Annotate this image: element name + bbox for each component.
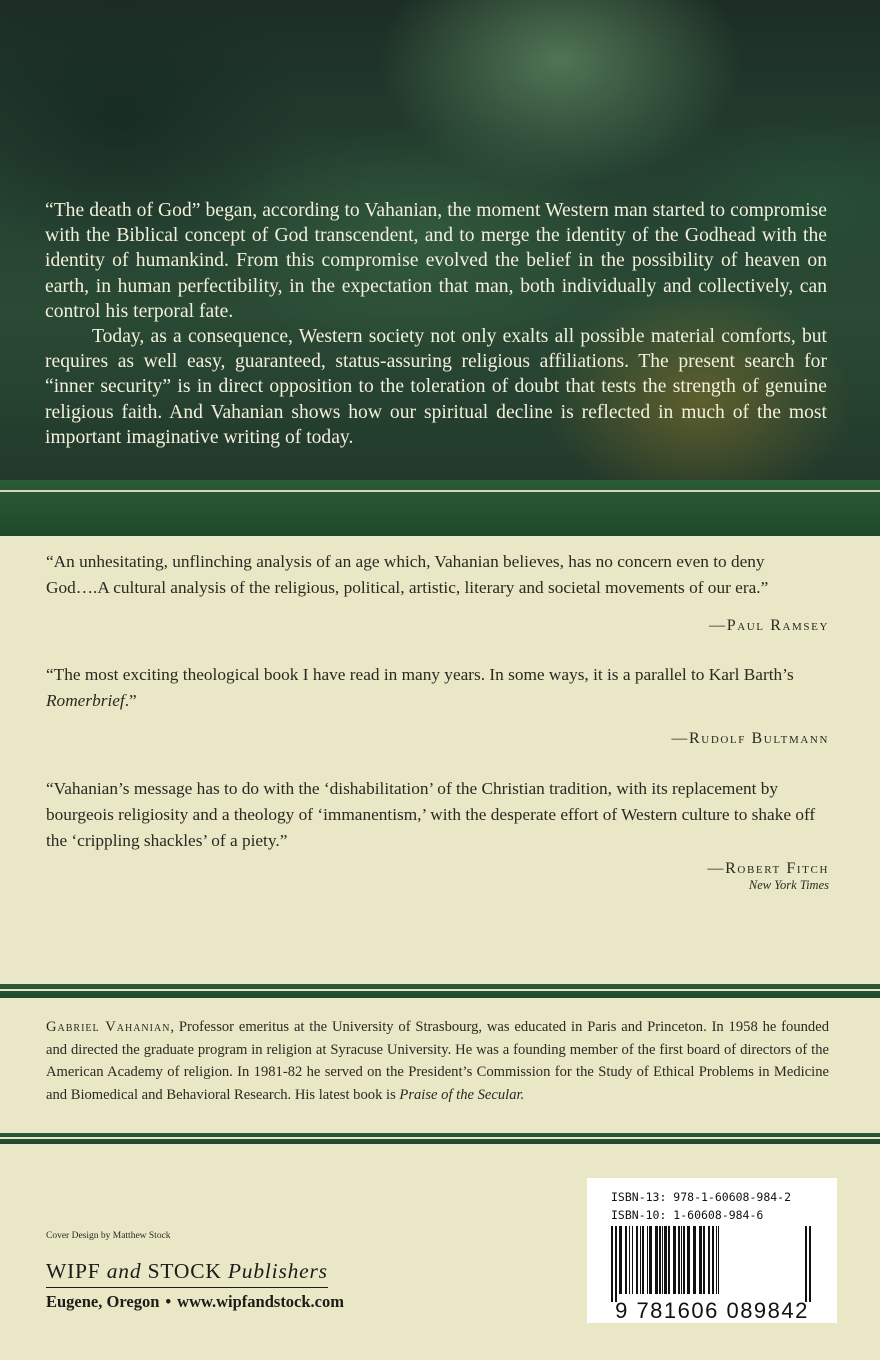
barcode-bar [619, 1226, 622, 1294]
endorsement-quote [46, 662, 829, 714]
textured-green-panel [0, 0, 880, 480]
book-title-romerbrief: Romerbrief [46, 691, 125, 710]
quote-text: “The most exciting theological book I have read in many years. In some ways, it is a parallel to Karl Barth’s [46, 665, 794, 684]
attribution-dash: — [671, 730, 689, 747]
barcode-bar [615, 1226, 617, 1302]
endorsement-attribution [46, 730, 829, 748]
attribution-dash: — [709, 617, 727, 634]
barcode-digits: 9 781606 089842 [615, 1298, 809, 1323]
barcode-bar [649, 1226, 652, 1294]
publisher-location [46, 1292, 344, 1312]
description-paragraph-2: Today, as a consequence, Western society not only exalts all possible material comforts, but requires as well easy, guaranteed, status-assuring religious affiliations. The present search for “inner security” is in direct opposition to the toleration of doubt that tests the strength of genuine religious faith. And Vahanian shows how our spiritual decline is reflected in much of the most important imaginative writing of today. [45, 326, 827, 448]
cover-design-credit: Cover Design by Matthew Stock [46, 1231, 171, 1241]
author-name: Gabriel Vahanian [46, 1019, 171, 1035]
barcode-bars [605, 1226, 819, 1302]
barcode-bar [611, 1226, 613, 1302]
barcode-bar [703, 1226, 705, 1294]
barcode-bar [625, 1226, 627, 1294]
barcode-bar [687, 1226, 690, 1294]
separator-bullet: • [165, 1292, 172, 1311]
attribution-dash: — [707, 860, 726, 877]
barcode-bar [712, 1226, 714, 1294]
barcode-bar [681, 1226, 682, 1294]
barcode-bar [678, 1226, 680, 1294]
publisher-name-part: WIPF [46, 1259, 107, 1283]
author-bio-text: , Professor emeritus at the University of Strasbourg, was educated in Paris and Princeton. In 1958 he founded and directed the graduate program in religion at Syracuse University. He was a founding member of the first board of directors of the American Academy of religion. In 1981-82 he served on the President’s Commission for the Study of Ethical Problems in Medicine and Biomedical and Behavioral Research. His latest book is [46, 1019, 829, 1103]
endorsement-source: New York Times [748, 878, 829, 892]
publisher-name [46, 1259, 328, 1288]
barcode-bar [699, 1226, 702, 1294]
green-divider-band [0, 984, 880, 998]
barcode-bar [655, 1226, 658, 1294]
endorsement-author: Rudolf Bultmann [689, 730, 829, 747]
barcode-bar [716, 1226, 717, 1294]
barcode-bar [642, 1226, 644, 1294]
endorsement-quote: “An unhesitating, unflinching analysis of an age which, Vahanian believes, has no concern even to deny God….A cultural analysis of the religious, political, artistic, literary and societal movements of our era.” [46, 552, 769, 597]
isbn-10: ISBN-10: 1-60608-984-6 [611, 1208, 764, 1222]
barcode-bar [632, 1226, 633, 1294]
barcode-bar [708, 1226, 710, 1294]
barcode-bar [647, 1226, 648, 1294]
author-bio [46, 1016, 829, 1106]
endorsement-attribution [46, 860, 829, 878]
barcode-bar [629, 1226, 630, 1294]
isbn-13: ISBN-13: 978-1-60608-984-2 [611, 1190, 792, 1204]
isbn-barcode [587, 1178, 837, 1323]
barcode-bar [683, 1226, 685, 1294]
publisher-website: www.wipfandstock.com [177, 1292, 345, 1311]
publisher-name-italic: and [106, 1259, 142, 1283]
endorsement-attribution [46, 617, 829, 635]
barcode-bar [673, 1226, 676, 1294]
barcode-bar [805, 1226, 807, 1302]
description-paragraph-1: “The death of God” began, according to Vahanian, the moment Western man started to compromise with the Biblical concept of God transcendent, and to merge the identity of the Godhead with the identity of humankind. From this compromise evolved the belief in the possibility of heaven on earth, in human perfectibility, in the expectation that man, both individually and collectively, can control his terporal fate. [45, 200, 827, 322]
endorsement-author: Paul Ramsey [726, 617, 829, 634]
barcode-bar [636, 1226, 638, 1294]
barcode-bar [668, 1226, 670, 1294]
barcode-bar [664, 1226, 667, 1294]
barcode-bar [662, 1226, 663, 1294]
barcode-bar [693, 1226, 696, 1294]
endorsements [46, 549, 829, 893]
green-divider-band [0, 480, 880, 536]
endorsement-quote: “Vahanian’s message has to do with the ‘dishabilitation’ of the Christian tradition, with its replacement by bourgeois religiosity and a theology of ‘immanentism,’ with the desperate effort of Western culture to shake off the ‘crippling shackles’ of a piety.” [46, 779, 816, 850]
quote-text-end: .” [124, 691, 137, 710]
book-description [45, 198, 827, 450]
endorsement-author: Robert Fitch [725, 860, 829, 877]
publisher-city: Eugene, Oregon [46, 1292, 160, 1311]
latest-book-title: Praise of the Secular. [399, 1086, 525, 1103]
barcode-bar [718, 1226, 719, 1294]
barcode-bar [809, 1226, 811, 1302]
barcode-bar [659, 1226, 661, 1294]
barcode-bar [640, 1226, 641, 1294]
publisher-name-italic: Publishers [227, 1259, 328, 1283]
publisher-name-part: STOCK [141, 1259, 228, 1283]
green-divider-band [0, 1133, 880, 1144]
